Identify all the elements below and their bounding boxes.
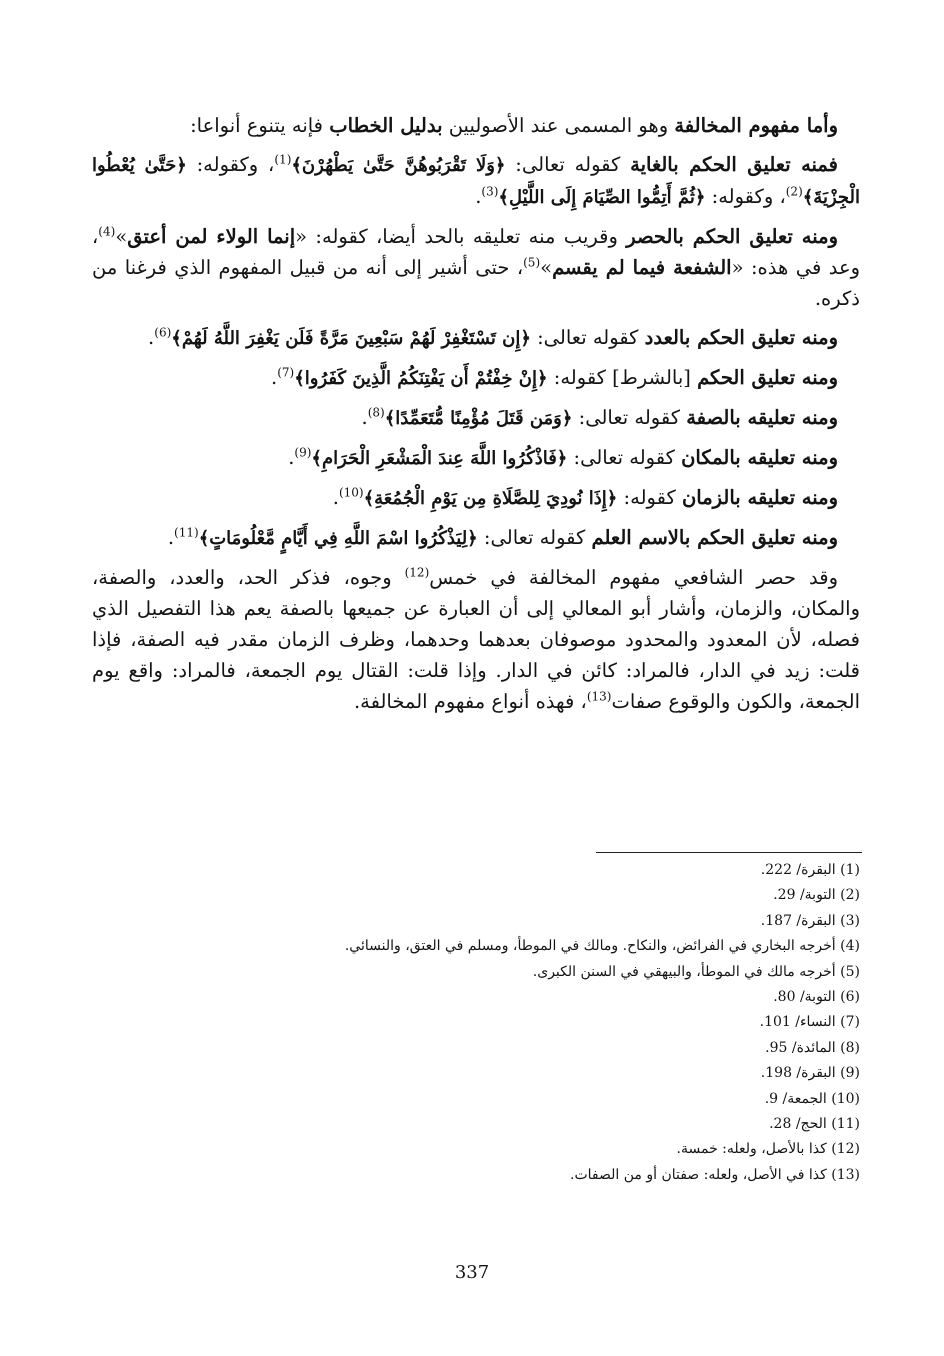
quran-verse: ﴿إِذَا نُودِيَ لِلصَّلَاةِ مِن يَوْمِ الْجُمُعَةِ﴾ bbox=[363, 488, 618, 509]
paragraph-sifa bbox=[92, 402, 860, 434]
footnote-ref: (6) bbox=[154, 325, 172, 340]
footnote-ref: (13) bbox=[586, 689, 612, 704]
text-run: كقوله تعالى: bbox=[505, 153, 631, 176]
footnote-ref: (2) bbox=[785, 184, 803, 199]
footnote-text: الجمعة/ 9. bbox=[764, 1090, 827, 1107]
text-run: كقوله: bbox=[617, 486, 682, 509]
paragraph-makan bbox=[92, 442, 860, 474]
bold-term: إنما الولاء لمن أعتق bbox=[127, 225, 296, 248]
footnote-number: (4) bbox=[840, 938, 860, 955]
bold-term: ومنه تعليقه بالمكان bbox=[681, 446, 838, 469]
text-run: فإنه يتنوع أنواعا: bbox=[190, 114, 330, 137]
footnote-number: (2) bbox=[840, 887, 860, 904]
footnote bbox=[70, 1112, 860, 1137]
footnote-ref: (5) bbox=[523, 255, 541, 270]
footnote-number: (12) bbox=[831, 1141, 860, 1158]
text-run: . bbox=[475, 185, 482, 208]
text-run: ، حتى أشير إلى أنه من قبيل المفهوم الذي فرغنا من ذكره. bbox=[92, 256, 860, 310]
quran-verse: ﴿فَاذْكُرُوا اللَّهَ عِندَ الْمَشْعَرِ الْحَرَامِ﴾ bbox=[311, 448, 568, 469]
footnote bbox=[70, 1087, 860, 1112]
footnote-text: كذا بالأصل، ولعله: خمسة. bbox=[676, 1141, 827, 1158]
bold-term: ومنه تعليق الحكم بالحصر bbox=[626, 225, 838, 248]
page-number: 337 bbox=[454, 1262, 490, 1283]
text-run: وجوه، فذكر الحد، والعدد، والصفة، والمكان، والزمان، وأشار أبو المعالي إلى أن العبارة عن جميعها بالصفة يعم هذا التفصيل الذي فصله، لأن المعدود والمحدود موصوفان بعدهما وحدهما، وظرف الزمان مقدر فيه الصفة، فإذا قلت: زيد في الدار، فالمراد: كائن في الدار. وإذا قلت: القتال يوم الجمعة، فالمراد: واقع يوم الجمعة، والكون والوقوع صفات bbox=[92, 566, 860, 713]
footnote-text: البقرة/ 222. bbox=[760, 862, 836, 878]
text-run: » bbox=[540, 256, 553, 279]
bold-term: ومنه تعليق الحكم بالاسم العلم bbox=[591, 526, 838, 549]
bold-term: ومنه تعليق الحكم بالعدد bbox=[644, 326, 838, 349]
paragraph-shafii bbox=[92, 562, 860, 717]
footnote-text: كذا في الأصل، ولعله: صفتان أو من الصفات. bbox=[570, 1166, 827, 1183]
bold-term: الشفعة فيما لم يقسم bbox=[552, 256, 732, 279]
text-run: كقوله تعالى: bbox=[567, 446, 682, 469]
footnote-text: الحج/ 28. bbox=[769, 1116, 827, 1133]
footnote-divider bbox=[596, 852, 862, 853]
footnote-ref: (4) bbox=[98, 224, 116, 239]
text-run: ، وعد في هذه: « bbox=[92, 225, 860, 279]
footnote-number: (6) bbox=[840, 989, 860, 1006]
footnote bbox=[70, 960, 860, 985]
paragraph-intro bbox=[92, 110, 860, 141]
paragraph-ghaya bbox=[92, 149, 860, 213]
quran-verse: ﴿إِن تَسْتَغْفِرْ لَهُمْ سَبْعِينَ مَرَّةً فَلَن يَغْفِرَ اللَّهُ لَهُمْ﴾ bbox=[171, 328, 531, 349]
text-run: . bbox=[361, 406, 368, 429]
quran-verse: ﴿إِنْ خِفْتُمْ أَن يَفْتِنَكُمُ الَّذِينَ كَفَرُوا﴾ bbox=[294, 368, 548, 389]
quran-verse: ﴿وَلَا تَقْرَبُوهُنَّ حَتَّىٰ يَطْهُرْنَ﴾ bbox=[291, 155, 506, 176]
paragraph-zaman bbox=[92, 482, 860, 514]
quran-verse: ﴿وَمَن قَتَلَ مُؤْمِنًا مُّتَعَمِّدًا﴾ bbox=[384, 408, 573, 429]
footnote-ref: (12) bbox=[404, 565, 430, 580]
footnote bbox=[70, 1010, 860, 1035]
text-run: وقريب منه تعليقه بالحد أيضا، كقوله: « bbox=[295, 225, 627, 248]
footnote-text: التوبة/ 80. bbox=[773, 989, 836, 1006]
text-run: . bbox=[271, 366, 278, 389]
bold-term: فمنه تعليق الحكم بالغاية bbox=[630, 153, 838, 176]
footnote-number: (11) bbox=[831, 1116, 860, 1133]
text-run: . bbox=[167, 526, 175, 549]
footnote-ref: (8) bbox=[367, 405, 385, 420]
text-run: ، وكقوله: bbox=[186, 153, 275, 176]
bold-term: بدليل الخطاب bbox=[329, 114, 443, 137]
footnote-ref: (3) bbox=[481, 184, 499, 199]
paragraph-ism-alam bbox=[92, 522, 860, 554]
paragraph-adad bbox=[92, 322, 860, 354]
footnote bbox=[70, 1137, 860, 1162]
footnote-ref: (11) bbox=[174, 525, 199, 540]
footnote-number: (8) bbox=[840, 1039, 860, 1056]
footnote-number: (13) bbox=[831, 1166, 860, 1183]
bold-term: وأما مفهوم المخالفة bbox=[674, 114, 838, 137]
text-run: ، وكقوله: bbox=[705, 185, 786, 208]
footnote bbox=[70, 1163, 860, 1188]
paragraph-shart bbox=[92, 362, 860, 394]
footnote bbox=[70, 909, 860, 934]
footnote-text: المائدة/ 95. bbox=[765, 1039, 836, 1056]
text-run: » bbox=[115, 225, 128, 248]
bold-term: ومنه تعليقه بالزمان bbox=[681, 486, 838, 509]
footnote bbox=[70, 985, 860, 1010]
footnote bbox=[70, 883, 860, 908]
text-run: وهو المسمى عند الأصوليين bbox=[442, 114, 675, 137]
footnote-ref: (1) bbox=[274, 152, 292, 167]
text-run: . bbox=[288, 446, 295, 469]
footnote bbox=[70, 858, 860, 883]
footnote-number: (9) bbox=[840, 1065, 860, 1082]
text-run: [بالشرط] كقوله: bbox=[547, 366, 698, 389]
text-run: كقوله تعالى: bbox=[572, 406, 687, 429]
quran-verse: ﴿لِيَذْكُرُوا اسْمَ اللَّهِ فِي أَيَّامٍ مَّعْلُومَاتٍ﴾ bbox=[198, 528, 478, 549]
footnote-text: النساء/ 101. bbox=[759, 1014, 836, 1031]
text-run: وقد حصر الشافعي مفهوم المخالفة في خمس bbox=[429, 566, 838, 589]
footnote-text: التوبة/ 29. bbox=[773, 887, 836, 904]
footnote bbox=[70, 934, 860, 959]
footnote-number: (10) bbox=[831, 1090, 860, 1107]
footnotes bbox=[70, 858, 860, 1188]
bold-term: ومنه تعليق الحكم bbox=[697, 366, 838, 389]
text-run: كقوله تعالى: bbox=[477, 526, 592, 549]
footnote-text: البقرة/ 198. bbox=[760, 1065, 836, 1082]
footnote-ref: (7) bbox=[277, 365, 295, 380]
footnote-number: (1) bbox=[840, 862, 860, 878]
footnote-text: البقرة/ 187. bbox=[760, 912, 836, 929]
footnote bbox=[70, 1036, 860, 1061]
footnote-ref: (10) bbox=[338, 485, 364, 500]
quran-verse: ﴿حَتَّىٰ يُعْطُوا الْجِزْيَةَ﴾ bbox=[92, 155, 860, 208]
footnote-text: أخرجه البخاري في الفرائض، والنكاح. ومالك في الموطأ، ومسلم في العتق، والنسائي. bbox=[344, 938, 836, 955]
footnote-ref: (9) bbox=[294, 445, 312, 460]
footnote-number: (7) bbox=[840, 1014, 860, 1031]
paragraph-hasr bbox=[92, 221, 860, 314]
footnote bbox=[70, 1061, 860, 1086]
text-run: . bbox=[148, 326, 155, 349]
footnote-text: أخرجه مالك في الموطأ، والبيهقي في السنن الكبرى. bbox=[532, 963, 836, 980]
footnote-number: (3) bbox=[840, 912, 860, 929]
main-text bbox=[92, 110, 860, 725]
text-run: كقوله تعالى: bbox=[530, 326, 645, 349]
text-run: ، فهذه أنواع مفهوم المخالفة. bbox=[353, 690, 587, 713]
quran-verse: ﴿ثُمَّ أَتِمُّوا الصِّيَامَ إِلَى اللَّيْلِ﴾ bbox=[498, 187, 706, 208]
footnote-number: (5) bbox=[840, 963, 860, 980]
bold-term: ومنه تعليقه بالصفة bbox=[686, 406, 838, 429]
text-run: . bbox=[332, 486, 339, 509]
